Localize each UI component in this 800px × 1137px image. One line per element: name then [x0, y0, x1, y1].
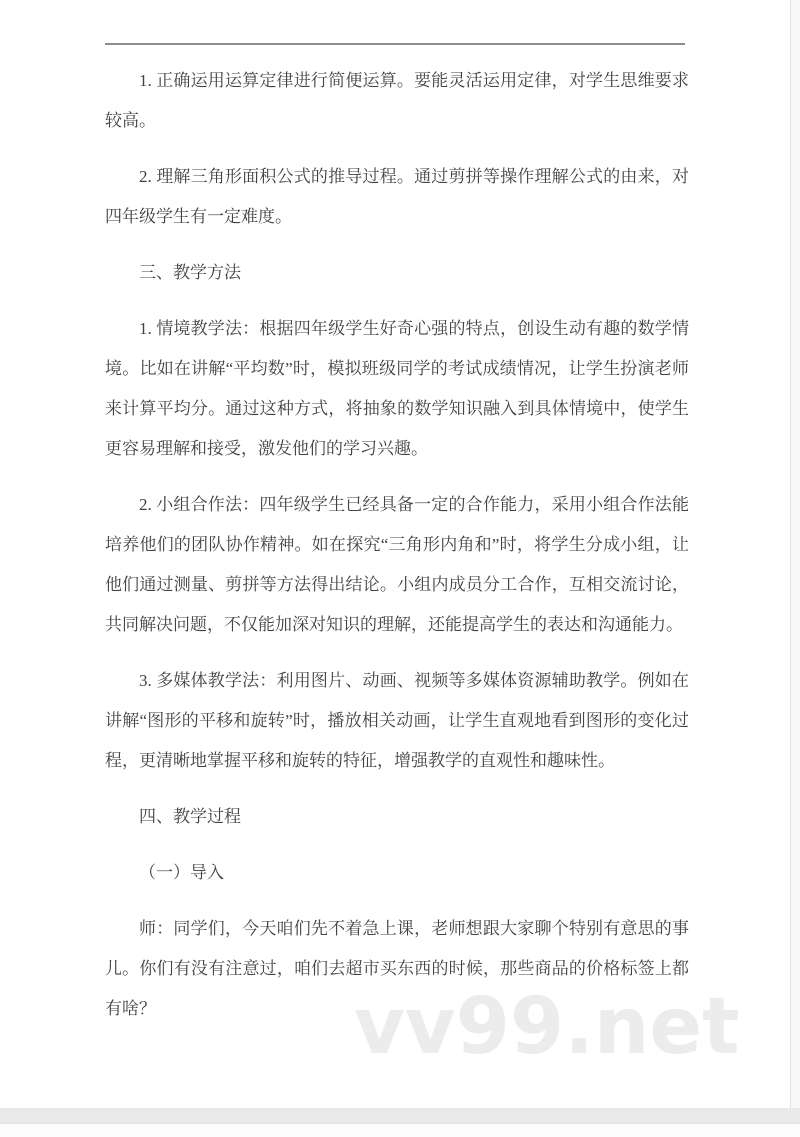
subsection-heading-lead-in: （一）导入 [139, 863, 224, 882]
section-heading-teaching-methods: 三、教学方法 [139, 263, 241, 282]
page-bottom-gap-band [0, 1108, 800, 1124]
page-right-edge [790, 0, 800, 1108]
watermark-text: vv99.net [354, 982, 740, 1072]
document-body [105, 61, 689, 1045]
paragraph-key-point-2: 2. 理解三角形面积公式的推导过程。通过剪拼等操作理解公式的由来，对四年级学生有一定难度。 [105, 167, 689, 226]
background-below-page [0, 1124, 800, 1137]
paragraph-multimedia-teaching-method: 3. 多媒体教学法：利用图片、动画、视频等多媒体资源辅助教学。例如在讲解“图形的平移和旋转”时，播放相关动画，让学生直观地看到图形的变化过程，更清晰地掌握平移和旋转的特征，增强教学的直观性和趣味性。 [105, 671, 689, 770]
section-heading-teaching-process: 四、教学过程 [139, 807, 241, 826]
paragraph-teacher-dialogue: 师：同学们，今天咱们先不着急上课，老师想跟大家聊个特别有意思的事儿。你们有没有注意过，咱们去超市买东西的时候，那些商品的价格标签上都有啥？ [105, 919, 689, 1018]
paragraph-situational-teaching-method: 1. 情境教学法：根据四年级学生好奇心强的特点，创设生动有趣的数学情境。比如在讲解“平均数”时，模拟班级同学的考试成绩情况，让学生扮演老师来计算平均分。通过这种方式，将抽象的数学知识融入到具体情境中，使学生更容易理解和接受，激发他们的学习兴趣。 [105, 319, 689, 458]
paragraph-group-cooperation-method: 2. 小组合作法：四年级学生已经具备一定的合作能力，采用小组合作法能培养他们的团队协作精神。如在探究“三角形内角和”时，将学生分成小组，让他们通过测量、剪拼等方法得出结论。小组内成员分工合作，互相交流讨论，共同解决问题，不仅能加深对知识的理解，还能提高学生的表达和沟通能力。 [105, 495, 689, 634]
paragraph-key-point-1: 1. 正确运用运算定律进行简便运算。要能灵活运用定律，对学生思维要求较高。 [105, 71, 689, 130]
divider-line [105, 43, 685, 45]
